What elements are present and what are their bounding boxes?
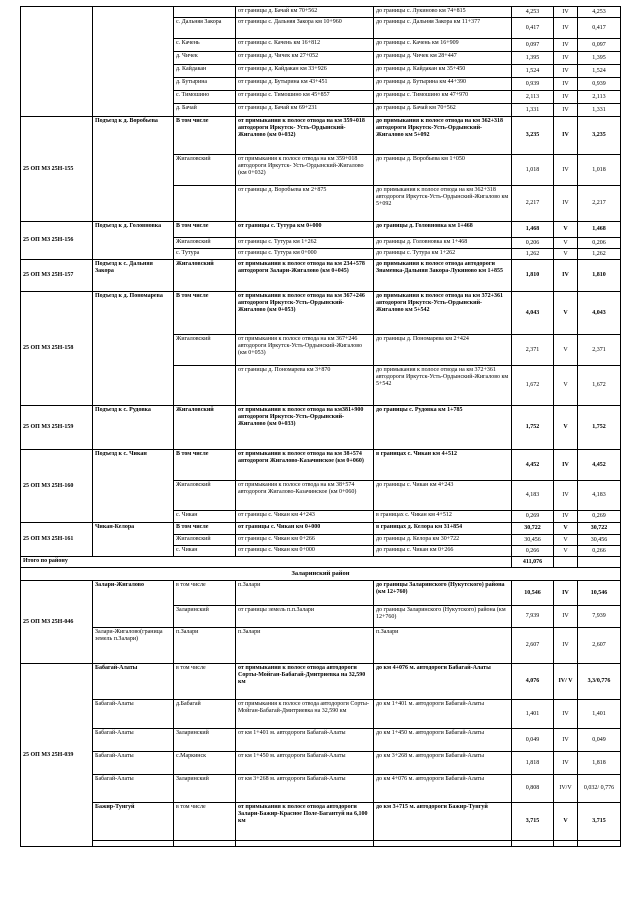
total-cell: 10,546 <box>578 581 621 606</box>
total-cell: 0,206 <box>578 238 621 249</box>
category-cell: V <box>554 535 578 546</box>
from-cell: от границы д. Бачай км 70+562 <box>236 7 374 18</box>
length-cell: 0,808 <box>512 775 554 803</box>
from-cell: от примыкания к полосе отвода на км 359+018 автодороги Иркутск- Усть-Ордынский-Жигалово (км 0+032) <box>236 155 374 186</box>
to-cell: до км 1+401 м. автодороги Бабагай-Алаты <box>374 700 512 729</box>
table-row <box>21 581 621 606</box>
length-cell: 1,818 <box>512 752 554 775</box>
to-cell: до границы д. Кайдакан км 35+450 <box>374 65 512 78</box>
district-total-row <box>21 557 621 568</box>
category-cell: IV <box>554 606 578 628</box>
from-cell: от границы д. Кайдакан км 33+926 <box>236 65 374 78</box>
total-cell: 1,810 <box>578 260 621 292</box>
area-cell: д. Кайдакан <box>174 65 236 78</box>
from-cell: от границы с. Тутура км 0+000 <box>236 249 374 260</box>
area-cell: в том числе <box>174 664 236 700</box>
road-name-cell: Бабагай-Алаты <box>93 775 174 803</box>
area-cell: Заларинский <box>174 729 236 752</box>
total-cell: 1,331 <box>578 104 621 117</box>
road-name-cell: Бабагай-Алаты <box>93 664 174 700</box>
area-cell: с. Тутура <box>174 249 236 260</box>
from-cell: п.Залари <box>236 581 374 606</box>
to-cell: до примыкания к полосе отвода на км 372+361 автодороги Иркутск-Усть-Ордынский-Жигалово км 5+542 <box>374 366 512 406</box>
road-name-cell <box>93 7 174 117</box>
total-cell: 30,722 <box>578 523 621 535</box>
from-cell: от км 1+401 м. автодороги Бабагай-Алаты <box>236 729 374 752</box>
to-cell: до примыкания к полосе отвода на км 372+361 автодороги Иркутск-Усть-Ордынский-Жигалово км 5+542 <box>374 292 512 335</box>
from-cell: от границы с. Тутура км 0+000 <box>236 222 374 238</box>
to-cell: до км 3+268 м. автодороги Бабагай-Алаты <box>374 752 512 775</box>
category-cell: V <box>554 406 578 450</box>
total-cell: 0,939 <box>578 78 621 91</box>
length-cell: 4,043 <box>512 292 554 335</box>
road-name-cell: Подъезд к с. Чикан <box>93 450 174 523</box>
category-cell: IV <box>554 260 578 292</box>
road-name-cell: Подъезд к д. Воробьева <box>93 117 174 222</box>
to-cell: до границы с. Тимошино км 47+970 <box>374 91 512 104</box>
table-row <box>21 803 621 841</box>
total-cell: 4,452 <box>578 450 621 481</box>
table-row <box>21 260 621 292</box>
category-cell: IV <box>554 78 578 91</box>
category-cell: IV <box>554 700 578 729</box>
length-cell: 4,183 <box>512 481 554 511</box>
length-cell: 0,049 <box>512 729 554 752</box>
from-cell: от примыкания к полосе отвода на км 359+018 автодороги Иркутск- Усть-Ордынский-Жигалово (км 0+032) <box>236 117 374 155</box>
category-cell: IV <box>554 628 578 664</box>
table-row <box>21 7 621 18</box>
table-row <box>21 222 621 238</box>
road-name-cell: Чикан-Келора <box>93 523 174 557</box>
empty-cell <box>578 557 621 568</box>
area-cell: с. Дальняя Закора <box>174 18 236 39</box>
total-cell: 0,269 <box>578 511 621 523</box>
category-cell: IV/ V <box>554 664 578 700</box>
from-cell: от примыкания к полосе отвода на км 367+246 автодороги Иркутск-Усть-Ордынский-Жигалово (км 0+053) <box>236 292 374 335</box>
table-row <box>21 729 621 752</box>
from-cell: от примыкания к полосе отвода на км 38+574 автодороги Жигалово-Казачинское (км 0+060) <box>236 481 374 511</box>
category-cell: V <box>554 222 578 238</box>
from-cell: от границы с. Дальняя Закора км 10+960 <box>236 18 374 39</box>
category-cell: V <box>554 803 578 841</box>
area-cell: Жигаловский <box>174 335 236 366</box>
length-cell: 7,939 <box>512 606 554 628</box>
table-row <box>21 841 621 847</box>
from-cell: от границы д. Чичек км 27+052 <box>236 52 374 65</box>
length-cell: 10,546 <box>512 581 554 606</box>
to-cell: до границы д. Келора км 30+722 <box>374 535 512 546</box>
total-cell: 2,113 <box>578 91 621 104</box>
road-name-cell: Бабагай-Алаты <box>93 752 174 775</box>
category-cell: IV <box>554 752 578 775</box>
road-name-cell: Бабагай-Алаты <box>93 700 174 729</box>
road-code-cell: 25 ОП МЗ 25Н-156 <box>21 222 93 260</box>
area-cell: в том числе <box>174 581 236 606</box>
total-cell: 4,183 <box>578 481 621 511</box>
road-name-cell: Подъезд к с. Дальняя Закора <box>93 260 174 292</box>
area-cell: В том числе <box>174 117 236 155</box>
district-total-label: Итого по району <box>21 557 512 568</box>
category-cell: IV/V <box>554 775 578 803</box>
from-cell: от границы д. Пономарева км 3+870 <box>236 366 374 406</box>
to-cell: до границы с. Дальняя Закора км 11+377 <box>374 18 512 39</box>
road-code-cell: 25 ОП МЗ 25Н-158 <box>21 292 93 406</box>
district-total-value: 411,076 <box>512 557 554 568</box>
length-cell: 2,607 <box>512 628 554 664</box>
section-title: Заларинский район <box>21 568 621 581</box>
from-cell: от примыкания к полосе отвода на км381+900 автодороги Иркутск-Усть-Ордынский-Жигалово (км 0+033) <box>236 406 374 450</box>
road-code-cell <box>21 7 93 117</box>
category-cell: IV <box>554 39 578 52</box>
table-row <box>21 117 621 155</box>
from-cell: от границы д. Воробьева км 2+875 <box>236 186 374 222</box>
length-cell: 1,331 <box>512 104 554 117</box>
to-cell: в границах с. Чикан км 4+512 <box>374 450 512 481</box>
total-cell: 1,818 <box>578 752 621 775</box>
category-cell: IV <box>554 155 578 186</box>
category-cell: IV <box>554 117 578 155</box>
length-cell: 3,235 <box>512 117 554 155</box>
total-cell: 0,266 <box>578 546 621 557</box>
length-cell: 4,452 <box>512 450 554 481</box>
to-cell: до км 4+076 м. автодороги Бабагай-Алаты <box>374 775 512 803</box>
table-row <box>21 406 621 450</box>
length-cell: 1,672 <box>512 366 554 406</box>
to-cell: до границы с. Тутура км 1+262 <box>374 249 512 260</box>
to-cell: до границы с. Чикан км 4+243 <box>374 481 512 511</box>
total-cell: 0,032/ 0,776 <box>578 775 621 803</box>
from-cell: от границы земель п.п.Залари <box>236 606 374 628</box>
area-cell: д. Чичек <box>174 52 236 65</box>
category-cell: IV <box>554 91 578 104</box>
table-row <box>21 664 621 700</box>
category-cell: IV <box>554 52 578 65</box>
area-cell: в том числе <box>174 803 236 841</box>
total-cell: 1,468 <box>578 222 621 238</box>
category-cell: V <box>554 249 578 260</box>
length-cell: 1,262 <box>512 249 554 260</box>
category-cell: IV <box>554 511 578 523</box>
from-cell: от примыкания к полосе отвода автодороги Сорты-Мойган-Бабагай-Дмитриевка на 32,590 км <box>236 664 374 700</box>
category-cell: V <box>554 546 578 557</box>
category-cell: V <box>554 238 578 249</box>
road-name-cell: Бажир-Тунгуй <box>93 803 174 841</box>
area-cell: с. Тимошино <box>174 91 236 104</box>
area-cell: В том числе <box>174 292 236 335</box>
from-cell: от примыкания к полосе отвода на км 367+246 автодороги Иркутск-Усть-Ордынский-Жигалово (км 0+053) <box>236 335 374 366</box>
length-cell: 0,939 <box>512 78 554 91</box>
table-row <box>21 523 621 535</box>
category-cell: V <box>554 523 578 535</box>
road-code-cell: 25 ОП МЗ 25Н-157 <box>21 260 93 292</box>
length-cell: 0,266 <box>512 546 554 557</box>
total-cell: 0,049 <box>578 729 621 752</box>
total-cell: 0,097 <box>578 39 621 52</box>
length-cell: 1,395 <box>512 52 554 65</box>
from-cell: от границы с. Чикан км 0+000 <box>236 523 374 535</box>
to-cell: до границы д. Бачай км 70+562 <box>374 104 512 117</box>
from-cell: от км 1+450 м. автодороги Бабагай-Алаты <box>236 752 374 775</box>
road-code-cell: 25 ОП МЗ 25Н-160 <box>21 450 93 523</box>
length-cell: 3,715 <box>512 803 554 841</box>
length-cell: 0,269 <box>512 511 554 523</box>
from-cell: от примыкания к полосе отвода автодороги Залари-Бажир-Красное Поле-Багантуй на 6,100 км <box>236 803 374 841</box>
area-cell: В том числе <box>174 222 236 238</box>
empty-cell <box>512 841 554 847</box>
length-cell: 0,417 <box>512 18 554 39</box>
to-cell: до км 4+076 м. автодороги Бабагай-Алаты <box>374 664 512 700</box>
total-cell: 2,371 <box>578 335 621 366</box>
to-cell: до км 3+715 м. автодороги Бажир-Тунгуй <box>374 803 512 841</box>
from-cell: от км 3+268 м. автодороги Бабагай-Алаты <box>236 775 374 803</box>
area-cell: Заларинский <box>174 775 236 803</box>
road-code-cell: 25 ОП МЗ 25Н-046 <box>21 581 93 664</box>
section-header-row <box>21 568 621 581</box>
area-cell: с. Чикан <box>174 511 236 523</box>
empty-cell <box>93 841 174 847</box>
road-code-cell: 25 ОП МЗ 25Н-155 <box>21 117 93 222</box>
empty-cell <box>174 841 236 847</box>
total-cell: 3,715 <box>578 803 621 841</box>
from-cell: от границы д. Бутырина км 43+451 <box>236 78 374 91</box>
to-cell: до границы с. Лукиново км 74+815 <box>374 7 512 18</box>
to-cell: до примыкания к полосе отвода на км 362+318 автодороги Иркутск-Усть-Ордынский-Жигалово км 5+092 <box>374 186 512 222</box>
to-cell: в границах д. Келора км 31+854 <box>374 523 512 535</box>
to-cell: до границы с. Чикан км 0+266 <box>374 546 512 557</box>
road-name-cell: Подъезд к д. Пономарева <box>93 292 174 406</box>
length-cell: 4,253 <box>512 7 554 18</box>
road-name-cell: Подъезд к д. Головновка <box>93 222 174 260</box>
category-cell: IV <box>554 18 578 39</box>
area-cell: Жигаловский <box>174 535 236 546</box>
empty-cell <box>554 557 578 568</box>
total-cell: 1,672 <box>578 366 621 406</box>
table-row <box>21 752 621 775</box>
length-cell: 2,371 <box>512 335 554 366</box>
to-cell: до границы д. Пономарева км 2+424 <box>374 335 512 366</box>
road-code-cell: 25 ОП МЗ 25Н-159 <box>21 406 93 450</box>
total-cell: 1,752 <box>578 406 621 450</box>
category-cell: IV <box>554 581 578 606</box>
to-cell: в границах с. Чикан км 4+512 <box>374 511 512 523</box>
to-cell: до км 1+450 м. автодороги Бабагай-Алаты <box>374 729 512 752</box>
road-name-cell: Подъезд к с. Рудовка <box>93 406 174 450</box>
from-cell: от границы с. Чикан км 0+266 <box>236 535 374 546</box>
category-cell: V <box>554 366 578 406</box>
area-cell <box>174 366 236 406</box>
area-cell: Жигаловский <box>174 481 236 511</box>
from-cell: от границы с. Чикан км 4+243 <box>236 511 374 523</box>
area-cell: д.Бабагай <box>174 700 236 729</box>
from-cell: от примыкания к полосе отвода автодороги Сорты-Мойган-Бабагай-Дмитриевка на 32,590 км <box>236 700 374 729</box>
to-cell: п.Залари <box>374 628 512 664</box>
area-cell <box>174 7 236 18</box>
category-cell: IV <box>554 729 578 752</box>
length-cell: 2,217 <box>512 186 554 222</box>
total-cell: 4,253 <box>578 7 621 18</box>
length-cell: 2,113 <box>512 91 554 104</box>
area-cell: Жигаловский <box>174 260 236 292</box>
area-cell: В том числе <box>174 450 236 481</box>
from-cell: от границы д. Бачай км 69+231 <box>236 104 374 117</box>
road-name-cell: Залари-Жигалово <box>93 581 174 628</box>
area-cell: Жигаловский <box>174 155 236 186</box>
length-cell: 0,206 <box>512 238 554 249</box>
category-cell: IV <box>554 186 578 222</box>
to-cell: до границы д. Головновка км 1+468 <box>374 222 512 238</box>
length-cell: 30,456 <box>512 535 554 546</box>
from-cell: от границы с. Тимошино км 45+857 <box>236 91 374 104</box>
empty-cell <box>554 841 578 847</box>
road-code-cell: 25 ОП МЗ 25Н-161 <box>21 523 93 557</box>
area-cell: д. Бутырина <box>174 78 236 91</box>
area-cell: п.Залари <box>174 628 236 664</box>
category-cell: IV <box>554 450 578 481</box>
from-cell: от примыкания к полосе отвода на км 38+574 автодороги Жигалово-Казачинское (км 0+060) <box>236 450 374 481</box>
length-cell: 30,722 <box>512 523 554 535</box>
total-cell: 4,043 <box>578 292 621 335</box>
area-cell: В том числе <box>174 523 236 535</box>
from-cell: п.Залари <box>236 628 374 664</box>
empty-cell <box>236 841 374 847</box>
to-cell: до границы с. Качень км 16+909 <box>374 39 512 52</box>
length-cell: 0,097 <box>512 39 554 52</box>
table-row <box>21 450 621 481</box>
length-cell: 1,468 <box>512 222 554 238</box>
category-cell: IV <box>554 7 578 18</box>
category-cell: IV <box>554 65 578 78</box>
length-cell: 4,076 <box>512 664 554 700</box>
total-cell: 30,456 <box>578 535 621 546</box>
from-cell: от примыкания к полосе отвода на км 234+578 автодороги Залари-Жигалово (км 0+045) <box>236 260 374 292</box>
length-cell: 1,401 <box>512 700 554 729</box>
area-cell: Жигаловский <box>174 238 236 249</box>
length-cell: 1,524 <box>512 65 554 78</box>
empty-cell <box>578 841 621 847</box>
total-cell: 2,607 <box>578 628 621 664</box>
total-cell: 3,235 <box>578 117 621 155</box>
area-cell: Заларинский <box>174 606 236 628</box>
length-cell: 1,810 <box>512 260 554 292</box>
area-cell: д. Бачай <box>174 104 236 117</box>
total-cell: 2,217 <box>578 186 621 222</box>
total-cell: 1,395 <box>578 52 621 65</box>
total-cell: 3,3/0,776 <box>578 664 621 700</box>
area-cell: с. Чикан <box>174 546 236 557</box>
to-cell: до границы д. Бутырина км 44+390 <box>374 78 512 91</box>
category-cell: V <box>554 292 578 335</box>
total-cell: 0,417 <box>578 18 621 39</box>
to-cell: до примыкания к полосе отвода автодороги Знаменка-Дальняя Закора-Лукиново км 1+855 <box>374 260 512 292</box>
area-cell <box>174 186 236 222</box>
table-row <box>21 628 621 664</box>
total-cell: 7,939 <box>578 606 621 628</box>
from-cell: от границы с. Тутура км 1+262 <box>236 238 374 249</box>
total-cell: 1,018 <box>578 155 621 186</box>
from-cell: от границы с. Качень км 16+812 <box>236 39 374 52</box>
length-cell: 1,752 <box>512 406 554 450</box>
empty-cell <box>374 841 512 847</box>
table-row <box>21 700 621 729</box>
total-cell: 1,262 <box>578 249 621 260</box>
category-cell: V <box>554 335 578 366</box>
length-cell: 1,018 <box>512 155 554 186</box>
to-cell: до границы д. Головновка км 1+468 <box>374 238 512 249</box>
table-row <box>21 292 621 335</box>
road-code-cell: 25 ОП МЗ 25Н-039 <box>21 664 93 847</box>
to-cell: до границы д. Воробьева км 1+050 <box>374 155 512 186</box>
area-cell: с.Маркинск <box>174 752 236 775</box>
area-cell: Жигаловский <box>174 406 236 450</box>
category-cell: IV <box>554 481 578 511</box>
to-cell: до примыкания к полосе отвода на км 362+318 автодороги Иркутск-Усть-Ордынский-Жигалово км 5+092 <box>374 117 512 155</box>
total-cell: 1,524 <box>578 65 621 78</box>
to-cell: до границы с. Рудовка км 1+785 <box>374 406 512 450</box>
total-cell: 1,401 <box>578 700 621 729</box>
road-name-cell: Бабагай-Алаты <box>93 729 174 752</box>
to-cell: до границы Заларинского (Нукутского) района (км 12+760) <box>374 606 512 628</box>
category-cell: IV <box>554 104 578 117</box>
from-cell: от границы с. Чикан км 0+000 <box>236 546 374 557</box>
roads-table <box>20 6 621 847</box>
road-name-cell: Залари-Жигалово(граница земель п.Залари) <box>93 628 174 664</box>
to-cell: до границы д. Чичек км 28+447 <box>374 52 512 65</box>
table-row <box>21 775 621 803</box>
to-cell: до границы Заларинского (Нукутского) района (км 12+760) <box>374 581 512 606</box>
area-cell: с. Качень <box>174 39 236 52</box>
